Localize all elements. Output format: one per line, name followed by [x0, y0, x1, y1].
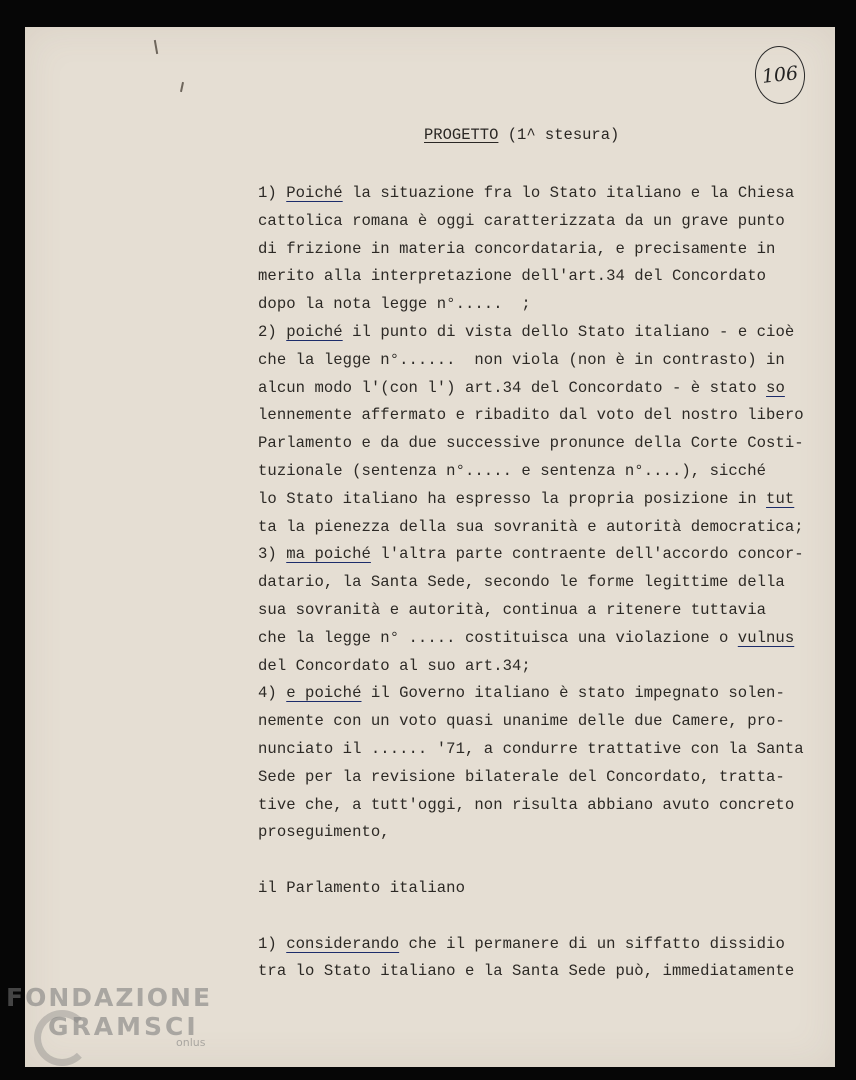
text-line: [258, 680, 828, 708]
text-line: [258, 375, 828, 403]
text: il Governo italiano è stato impegnato solen-: [361, 684, 785, 703]
text: il punto di vista dello Stato italiano - e cioè: [342, 322, 795, 341]
text-line: dopo la nota legge n°..... ;: [258, 295, 531, 314]
underlined-word: Poiché: [286, 184, 343, 202]
text-line: del Concordato al suo art.34;: [258, 656, 531, 675]
text-line: [258, 931, 828, 959]
text: 1): [258, 934, 287, 953]
text-line: lennemente affermato e ribadito dal voto del nostro libero: [258, 406, 804, 425]
text-line: cattolica romana è oggi caratterizzata da un grave punto: [258, 211, 785, 230]
text-line: [258, 180, 828, 208]
watermark-logo: [6, 985, 212, 1048]
text: alcun modo l'(con l') art.34 del Concordato - è stato: [258, 378, 767, 397]
text: che il permanere di un siffatto dissidio: [399, 934, 785, 953]
blank-line: [258, 903, 828, 931]
underlined-word: ma poiché: [286, 545, 371, 564]
document-body: [258, 180, 828, 986]
text-line: datario, la Santa Sede, secondo le forme legittime della: [258, 573, 785, 592]
subject-line: il Parlamento italiano: [258, 878, 465, 897]
text: 1): [258, 184, 287, 202]
text-line: [258, 541, 828, 569]
text-line: sua sovranità e autorità, continua a ritenere tuttavia: [258, 600, 767, 619]
watermark-line1: FONDAZIONE: [6, 983, 213, 1012]
underlined-word: tut: [766, 489, 795, 508]
title-label: PROGETTO: [424, 126, 499, 144]
text-line: [258, 625, 828, 653]
underlined-word: considerando: [286, 934, 400, 953]
text-line: Parlamento e da due successive pronunce della Corte Costi-: [258, 434, 804, 453]
title-suffix: (1^ stesura): [498, 126, 620, 144]
text-line: tuzionale (sentenza n°..... e sentenza n°....), sicché: [258, 461, 767, 480]
text-line: di frizione in materia concordataria, e precisamente in: [258, 239, 776, 258]
text-line: tra lo Stato italiano e la Santa Sede può, immediatamente: [258, 962, 795, 981]
text: l'altra parte contraente dell'accordo concor-: [370, 545, 804, 564]
blank-line: [258, 847, 828, 875]
page-title: [424, 126, 619, 144]
text-line: proseguimento,: [258, 823, 390, 842]
text-line: [258, 319, 828, 347]
text: 2): [258, 322, 287, 341]
underlined-word: vulnus: [737, 628, 795, 647]
text-line: nunciato il ...... '71, a condurre trattative con la Santa: [258, 739, 804, 758]
underlined-word: e poiché: [286, 684, 362, 703]
text-line: merito alla interpretazione dell'art.34 del Concordato: [258, 267, 767, 286]
text: 4): [258, 684, 287, 703]
text: che la legge n° ..... costituisca una violazione o: [258, 628, 738, 647]
text: lo Stato italiano ha espresso la propria posizione in: [258, 489, 767, 508]
text-line: nemente con un voto quasi unanime delle due Camere, pro-: [258, 712, 785, 731]
text: la situazione fra lo Stato italiano e la Chiesa: [342, 184, 795, 202]
watermark-line3: onlus: [176, 1036, 206, 1049]
text-line: [258, 486, 828, 514]
underlined-word: so: [766, 378, 785, 397]
text-line: tive che, a tutt'oggi, non risulta abbiano avuto concreto: [258, 795, 795, 814]
text: 3): [258, 545, 287, 564]
folio-number: 106: [752, 44, 808, 107]
text-line: ta la pienezza della sua sovranità e autorità democratica;: [258, 517, 804, 536]
underlined-word: poiché: [286, 322, 343, 341]
text-line: che la legge n°...... non viola (non è in contrasto) in: [258, 350, 785, 369]
watermark-line2: GRAMSCI: [48, 1012, 199, 1041]
text-line: Sede per la revisione bilaterale del Concordato, tratta-: [258, 767, 785, 786]
